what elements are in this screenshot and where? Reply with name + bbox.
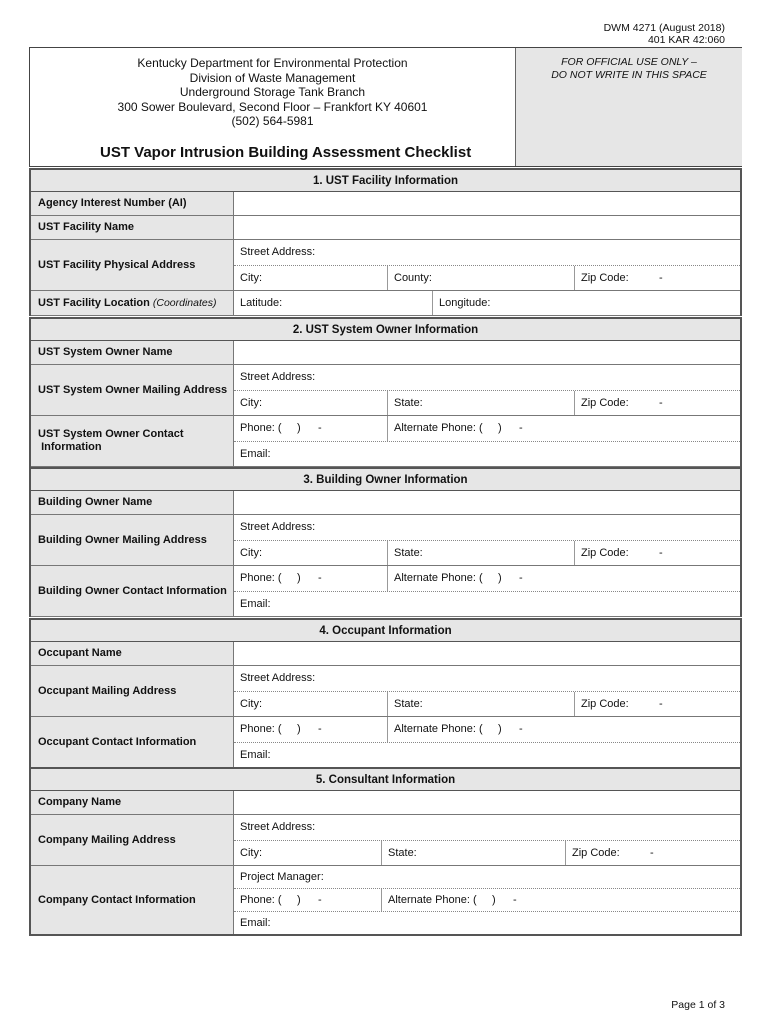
- contact-label-line2: Information: [41, 441, 102, 453]
- project-manager-input[interactable]: Project Manager:: [240, 871, 324, 883]
- form-row: [31, 341, 740, 365]
- field-label: Company Contact Information: [31, 866, 234, 934]
- company-name-input[interactable]: [234, 791, 740, 814]
- section-title: 1. UST Facility Information: [31, 168, 740, 192]
- location-label: UST Facility Location: [38, 296, 150, 309]
- longitude-input[interactable]: Longitude:: [432, 291, 740, 315]
- section-system-owner: [29, 317, 742, 467]
- form-row: [31, 815, 740, 866]
- form-row: [31, 566, 740, 617]
- city-input[interactable]: City:: [240, 547, 262, 559]
- zip-label: Zip Code:: [581, 272, 629, 284]
- section-title: 3. Building Owner Information: [31, 467, 740, 491]
- agency-block: [30, 56, 515, 129]
- phone-dash: -: [318, 572, 322, 584]
- phone-input[interactable]: [234, 889, 381, 911]
- street-address-input[interactable]: Street Address:: [240, 246, 316, 258]
- street-address-input[interactable]: Street Address:: [240, 672, 316, 684]
- zip-label: Zip Code:: [572, 847, 620, 859]
- alt-phone-input[interactable]: [387, 416, 740, 441]
- field-label: UST Facility Name: [31, 216, 234, 239]
- alt-phone-paren: ): [492, 894, 496, 906]
- field-label: [31, 291, 234, 315]
- zip-dash: -: [650, 847, 654, 859]
- street-address-input[interactable]: Street Address:: [240, 521, 316, 533]
- branch-name: Underground Storage Tank Branch: [179, 85, 366, 99]
- alt-phone-paren: ): [498, 723, 502, 735]
- section-title: 2. UST System Owner Information: [31, 317, 740, 341]
- page-title: UST Vapor Intrusion Building Assessment Checklist: [100, 144, 472, 161]
- division-name: Division of Waste Management: [189, 70, 356, 85]
- agency-phone: (502) 564-5981: [231, 114, 314, 128]
- field-label: Building Owner Mailing Address: [31, 515, 234, 565]
- form-row: [31, 216, 740, 240]
- section-consultant: [29, 767, 742, 936]
- form-id: [604, 22, 725, 46]
- alt-phone-label: Alternate Phone: (: [394, 572, 483, 584]
- owner-name-input[interactable]: [234, 341, 740, 364]
- phone-dash: -: [318, 723, 322, 735]
- alt-phone-input[interactable]: [381, 889, 740, 911]
- phone-paren: ): [297, 894, 301, 906]
- zip-code-input[interactable]: [574, 391, 740, 415]
- alt-phone-dash: -: [513, 894, 517, 906]
- field-label: Company Name: [31, 791, 234, 814]
- official-use-line1: FOR OFFICIAL USE ONLY –: [561, 56, 697, 68]
- official-use-box: [515, 48, 742, 166]
- zip-dash: -: [659, 397, 663, 409]
- street-address-input[interactable]: Street Address:: [240, 821, 316, 833]
- phone-dash: -: [318, 894, 322, 906]
- alt-phone-input[interactable]: [387, 717, 740, 742]
- phone-paren: ): [297, 572, 301, 584]
- form-header: [29, 47, 742, 167]
- ai-number-input[interactable]: [234, 192, 740, 215]
- field-label: UST Facility Physical Address: [31, 240, 234, 290]
- zip-code-input[interactable]: [565, 841, 740, 865]
- field-label: Building Owner Name: [31, 491, 234, 514]
- alt-phone-dash: -: [519, 572, 523, 584]
- city-input[interactable]: City:: [240, 397, 262, 409]
- section-title: 4. Occupant Information: [31, 618, 740, 642]
- agency-name: Kentucky Department for Environmental Protection: [137, 56, 408, 70]
- official-use-line2: DO NOT WRITE IN THIS SPACE: [551, 69, 707, 81]
- email-input[interactable]: Email:: [240, 749, 271, 761]
- zip-code-input[interactable]: [574, 692, 740, 716]
- state-input[interactable]: State:: [387, 391, 574, 415]
- form-row: [31, 291, 740, 316]
- email-input[interactable]: Email:: [240, 598, 271, 610]
- phone-label: Phone: (: [240, 723, 282, 735]
- phone-input[interactable]: [234, 566, 387, 591]
- zip-code-input[interactable]: [574, 266, 740, 290]
- city-input[interactable]: City:: [240, 698, 262, 710]
- zip-dash: -: [659, 547, 663, 559]
- alt-phone-input[interactable]: [387, 566, 740, 591]
- form-row: [31, 791, 740, 815]
- zip-label: Zip Code:: [581, 547, 629, 559]
- facility-name-input[interactable]: [234, 216, 740, 239]
- state-input[interactable]: State:: [387, 692, 574, 716]
- email-input[interactable]: Email:: [240, 448, 271, 460]
- alt-phone-paren: ): [498, 422, 502, 434]
- zip-code-input[interactable]: [574, 541, 740, 565]
- latitude-input[interactable]: Latitude:: [240, 297, 283, 309]
- section-building-owner: [29, 467, 742, 617]
- section-facility: [29, 168, 742, 316]
- field-label: UST System Owner Mailing Address: [31, 365, 234, 415]
- form-row: [31, 717, 740, 768]
- occupant-name-input[interactable]: [234, 642, 740, 665]
- field-label: Company Mailing Address: [31, 815, 234, 865]
- alt-phone-dash: -: [519, 723, 523, 735]
- form-row: [31, 240, 740, 291]
- building-owner-name-input[interactable]: [234, 491, 740, 514]
- form-row: [31, 416, 740, 467]
- state-input[interactable]: State:: [387, 541, 574, 565]
- field-label: Occupant Name: [31, 642, 234, 665]
- form-row: [31, 666, 740, 717]
- contact-label-line1: UST System Owner Contact: [38, 428, 184, 440]
- email-input[interactable]: Email:: [240, 917, 271, 929]
- section-title: 5. Consultant Information: [31, 767, 740, 791]
- phone-label: Phone: (: [240, 894, 282, 906]
- form-row: [31, 866, 740, 934]
- zip-label: Zip Code:: [581, 397, 629, 409]
- form-row: [31, 491, 740, 515]
- alt-phone-label: Alternate Phone: (: [394, 723, 483, 735]
- location-note: (Coordinates): [152, 296, 217, 309]
- zip-label: Zip Code:: [581, 698, 629, 710]
- phone-paren: ): [297, 422, 301, 434]
- regulation-citation: 401 KAR 42:060: [647, 34, 725, 46]
- form-row: [31, 515, 740, 566]
- field-label: Occupant Mailing Address: [31, 666, 234, 716]
- city-input[interactable]: City:: [240, 847, 262, 859]
- zip-dash: -: [659, 698, 663, 710]
- phone-label: Phone: (: [240, 422, 282, 434]
- phone-paren: ): [297, 723, 301, 735]
- state-input[interactable]: State:: [381, 841, 565, 865]
- street-address-input[interactable]: Street Address:: [240, 371, 316, 383]
- agency-address: 300 Sower Boulevard, Second Floor – Frankfort KY 40601: [117, 99, 428, 114]
- phone-label: Phone: (: [240, 572, 282, 584]
- zip-dash: -: [659, 272, 663, 284]
- field-label: Occupant Contact Information: [31, 717, 234, 767]
- phone-dash: -: [318, 422, 322, 434]
- form-row: [31, 642, 740, 666]
- alt-phone-dash: -: [519, 422, 523, 434]
- form-row: [31, 365, 740, 416]
- field-label: UST System Owner Name: [31, 341, 234, 364]
- county-input[interactable]: County:: [387, 266, 574, 290]
- phone-input[interactable]: [234, 416, 387, 441]
- city-input[interactable]: City:: [240, 272, 262, 284]
- alt-phone-label: Alternate Phone: (: [388, 894, 477, 906]
- field-label: [31, 416, 234, 466]
- phone-input[interactable]: [234, 717, 387, 742]
- field-label: Building Owner Contact Information: [31, 566, 234, 616]
- alt-phone-paren: ): [498, 572, 502, 584]
- form-row: [31, 192, 740, 216]
- section-occupant: [29, 618, 742, 768]
- page-number: Page 1 of 3: [671, 999, 725, 1011]
- alt-phone-label: Alternate Phone: (: [394, 422, 483, 434]
- form-number: DWM 4271 (August 2018): [603, 22, 725, 34]
- field-label: Agency Interest Number (AI): [31, 192, 234, 215]
